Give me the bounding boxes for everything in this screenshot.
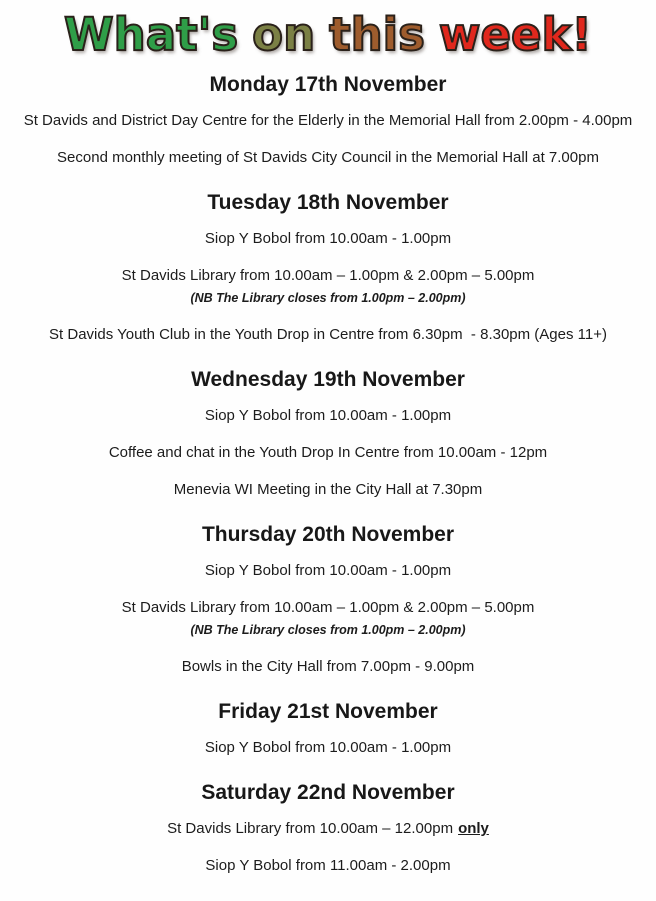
- day-section-monday: [0, 70, 656, 166]
- title-word-week: week!: [438, 8, 592, 61]
- title-word-whats: What's: [64, 8, 239, 61]
- day-heading-friday: Friday 21st November: [218, 700, 438, 723]
- event-bowls: Bowls in the City Hall from 7.00pm - 9.00pm: [181, 658, 475, 675]
- day-section-wednesday: [0, 365, 656, 498]
- event-library-hours-text: St Davids Library from 10.00am – 12.00pm: [167, 820, 454, 837]
- event-day-centre: St Davids and District Day Centre for the Elderly in the Memorial Hall from 2.00pm - 4.00pm: [23, 112, 633, 129]
- event-siop-y-bobol: Siop Y Bobol from 11.00am - 2.00pm: [205, 857, 451, 874]
- day-heading-thursday: Thursday 20th November: [201, 523, 455, 546]
- day-section-thursday: [0, 520, 656, 675]
- day-heading-monday: Monday 17th November: [209, 73, 447, 96]
- event-siop-y-bobol: Siop Y Bobol from 10.00am - 1.00pm: [204, 739, 452, 756]
- event-siop-y-bobol: Siop Y Bobol from 10.00am - 1.00pm: [204, 230, 452, 247]
- event-city-council: Second monthly meeting of St Davids City Council in the Memorial Hall at 7.00pm: [57, 149, 599, 166]
- event-siop-y-bobol: Siop Y Bobol from 10.00am - 1.00pm: [204, 407, 452, 424]
- day-section-saturday: [0, 778, 656, 874]
- day-section-friday: [0, 697, 656, 756]
- day-heading-tuesday: Tuesday 18th November: [207, 191, 449, 214]
- day-heading-wednesday: Wednesday 19th November: [191, 368, 465, 391]
- event-youth-club: St Davids Youth Club in the Youth Drop in Centre from 6.30pm - 8.30pm (Ages 11+): [49, 326, 607, 343]
- event-library-hours: St Davids Library from 10.00am – 1.00pm & 2.00pm – 5.00pm: [121, 599, 535, 616]
- event-library-hours: St Davids Library from 10.00am – 1.00pm & 2.00pm – 5.00pm: [121, 267, 535, 284]
- day-section-tuesday: [0, 188, 656, 343]
- event-library-only-emphasis: only: [458, 820, 489, 837]
- event-coffee-and-chat: Coffee and chat in the Youth Drop In Centre from 10.00am - 12pm: [108, 444, 548, 461]
- event-library-closure-note: (NB The Library closes from 1.00pm – 2.00pm): [190, 291, 466, 305]
- event-siop-y-bobol: Siop Y Bobol from 10.00am - 1.00pm: [204, 562, 452, 579]
- event-menevia-wi-meeting: Menevia WI Meeting in the City Hall at 7.30pm: [173, 481, 483, 498]
- day-heading-saturday: Saturday 22nd November: [201, 781, 455, 804]
- event-library-hours: [0, 820, 656, 837]
- title-word-on: on: [252, 8, 316, 61]
- event-library-closure-note: (NB The Library closes from 1.00pm – 2.00pm): [190, 623, 466, 637]
- title-word-this: this: [329, 8, 425, 61]
- page-title: [0, 4, 656, 68]
